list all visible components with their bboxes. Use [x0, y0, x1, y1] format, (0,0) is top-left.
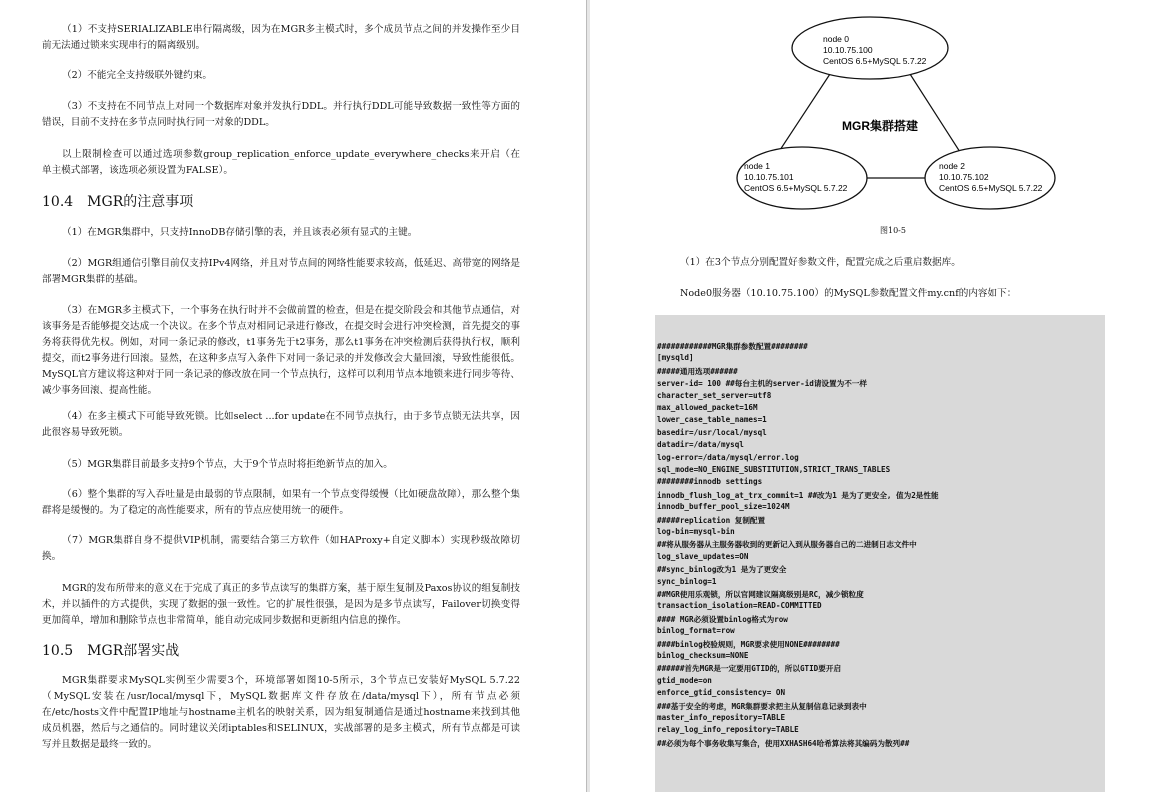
code-line: gtid_mode=on [657, 675, 712, 685]
code-line: log-bin=mysql-bin [657, 527, 735, 536]
edge-0-1 [780, 74, 830, 150]
code-line: innodb_flush_log_at_trx_commit=1 ##改为1 是为了更安全, 值为2是性能 [657, 490, 939, 500]
code-line: ######首先MGR是一定要用GTID的，所以GTID要开启 [657, 664, 842, 674]
code-line: innodb_buffer_pool_size=1024M [657, 502, 790, 512]
code-line: master_info_repository=TABLE [657, 713, 786, 722]
code-line: log-error=/data/mysql/error.log [657, 452, 799, 462]
paragraph: Node0服务器（10.10.75.100）的MySQL参数配置文件my.cnf的内容如下： [680, 288, 1017, 299]
paragraph: （2）MGR组通信引擎目前仅支持IPv4网络，并且对节点间的网络性能要求较高，低延迟、高带宽的网络是部署MGR集群的基础。 [42, 258, 520, 285]
node-0-os: CentOS 6.5+MySQL 5.7.22 [823, 56, 927, 66]
code-line: ##必须为每个事务收集写集合，使用XXHASH64哈希算法将其编码为散列## [657, 738, 910, 748]
node-1-os: CentOS 6.5+MySQL 5.7.22 [744, 183, 848, 193]
code-line: datadir=/data/mysql [657, 440, 744, 450]
paragraph: MGR的发布所带来的意义在于完成了真正的多节点读写的集群方案，基于原生复制及Paxos协议的组复制技术，并以插件的方式提供，实现了数据的强一致性。它的扩展性很强，是因为是多节点读写，Failover切换变得更加简单，增加和删除节点也非常简单，能自动完成同步数据和更新组内信息的操作。 [42, 583, 520, 626]
node-1-name: node 1 [744, 161, 770, 171]
paragraph: （1）在MGR集群中，只支持InnoDB存储引擎的表，并且该表必须有显式的主键。 [62, 227, 418, 238]
code-line: ##sync_binlog改为1 是为了更安全 [657, 565, 787, 575]
code-line: #### MGR必须设置binlog格式为row [657, 614, 788, 624]
node-1-ip: 10.10.75.101 [744, 172, 794, 182]
edge-0-2 [910, 74, 960, 152]
code-line: binlog_format=row [657, 626, 735, 636]
code-line: log_slave_updates=ON [657, 551, 749, 561]
node-0-name: node 0 [823, 34, 849, 44]
paragraph: （6）整个集群的写入吞吐量是由最弱的节点限制，如果有一个节点变得缓慢（比如硬盘故障），那么整个集群将是缓慢的。为了稳定的高性能要求，所有的节点应使用统一的硬件。 [42, 489, 520, 516]
code-line: ########innodb settings [657, 477, 763, 487]
node-2-os: CentOS 6.5+MySQL 5.7.22 [939, 183, 1043, 193]
code-line: server-id= 100 ##每台主机的server-id请设置为不一样 [657, 379, 867, 389]
paragraph: （1）不支持SERIALIZABLE串行隔离级，因为在MGR多主模式时，多个成员节点之间的并发操作至少目前无法通过锁来实现串行的隔离级别。 [42, 24, 520, 51]
code-line: relay_log_info_repository=TABLE [657, 725, 799, 735]
paragraph: （4）在多主模式下可能导致死锁。比如select ...for update在不同节点执行，由于多节点锁无法共享，因此很容易导致死锁。 [42, 411, 520, 438]
code-line: max_allowed_packet=16M [657, 403, 758, 412]
mgr-cluster-diagram [590, 0, 1153, 220]
paragraph: （3）不支持在不同节点上对同一个数据库对象并发执行DDL。并行执行DDL可能导致数据一致性等方面的错误，目前不支持在多节点同时执行同一对象的DDL。 [42, 101, 520, 128]
code-line: character_set_server=utf8 [657, 390, 772, 400]
code-line: transaction_isolation=READ-COMMITTED [657, 601, 822, 611]
code-line: enforce_gtid_consistency= ON [657, 688, 786, 698]
code-line: binlog_checksum=NONE [657, 651, 749, 660]
code-line: ##MGR使用乐观锁，所以官网建议隔离级别是RC，减少锁粒度 [657, 590, 864, 599]
node-2-ip: 10.10.75.102 [939, 172, 989, 182]
code-line: basedir=/usr/local/mysql [657, 427, 767, 437]
paragraph: 以上限制检查可以通过选项参数group_replication_enforce_update_everywhere_checks来开启（在单主模式部署，该选项必须设置为FALSE）。 [42, 149, 520, 176]
node-2-name: node 2 [939, 161, 965, 171]
section-heading-10-4: 10.4 MGR的注意事项 [42, 194, 194, 210]
code-line: sync_binlog=1 [657, 576, 717, 586]
code-line: ##将从服务器从主服务器收到的更新记入到从服务器自己的二进制日志文件中 [657, 540, 917, 550]
diagram-title: MGR集群搭建 [842, 119, 918, 133]
code-line: ####binlog校验规则，MGR要求使用NONE######## [657, 639, 840, 649]
code-line: sql_mode=NO_ENGINE_SUBSTITUTION,STRICT_TRANS_TABLES [657, 465, 891, 474]
figure-caption: 图10-5 [880, 226, 906, 235]
code-line: #####replication 复制配置 [657, 515, 766, 525]
code-line: #####通用选项###### [657, 366, 738, 376]
code-line: ############MGR集群参数配置######## [657, 342, 808, 351]
paragraph: （2）不能完全支持级联外键约束。 [62, 70, 213, 81]
code-line: [mysqld] [657, 353, 694, 363]
paragraph: （3）在MGR多主模式下，一个事务在执行时并不会做前置的检查，但是在提交阶段会和其他节点通信，对该事务是否能够提交达成一个决议。在多个节点对相同记录进行修改，在提交时会进行冲突检测，首先提交的事务将获得优先权。例如，对同一条记录的修改，t1事务先于t2事务，那么t1事务在冲突检测后获得执行权，顺利提交，而t2事务进行回滚。显然，在这种多点写入条件下对同一条记录的并发修改会大量回滚，导致性能很低。MySQL官方建议将这种对于同一条记录的修改放在同一个节点执行，这样可以利用节点本地锁来进行同步等待、减少事务回滚、提高性能。 [42, 305, 520, 396]
node-0-ip: 10.10.75.100 [823, 45, 873, 55]
section-heading-10-5: 10.5 MGR部署实战 [42, 643, 180, 659]
right-page [590, 0, 1153, 792]
paragraph: （7）MGR集群自身不提供VIP机制，需要结合第三方软件（如HAProxy+自定义脚本）实现秒级故障切换。 [42, 535, 520, 562]
paragraph: MGR集群要求MySQL实例至少需要3个，环境部署如图10-5所示，3个节点已安装好MySQL 5.7.22（MySQL安装在/usr/local/mysql下，MySQL数据库文件存放在/data/mysql下），所有节点必须在/etc/hosts文件中配置IP地址与hostname主机名的映射关系，因为组复制通信是通过hostname来找到其他成员机器，然后与之通信的。同时建议关闭iptables和SELINUX，实战部署的是多主模式，所有节点都是可读写并且数据是最终一致的。 [42, 675, 520, 750]
code-line: ###基于安全的考虑，MGR集群要求把主从复制信息记录到表中 [657, 701, 867, 711]
paragraph: （1）在3个节点分别配置好参数文件，配置完成之后重启数据库。 [680, 257, 961, 268]
paragraph: （5）MGR集群目前最多支持9个节点，大于9个节点时将拒绝新节点的加入。 [62, 459, 393, 470]
config-code-block [655, 315, 1105, 792]
code-line: lower_case_table_names=1 [657, 415, 767, 425]
